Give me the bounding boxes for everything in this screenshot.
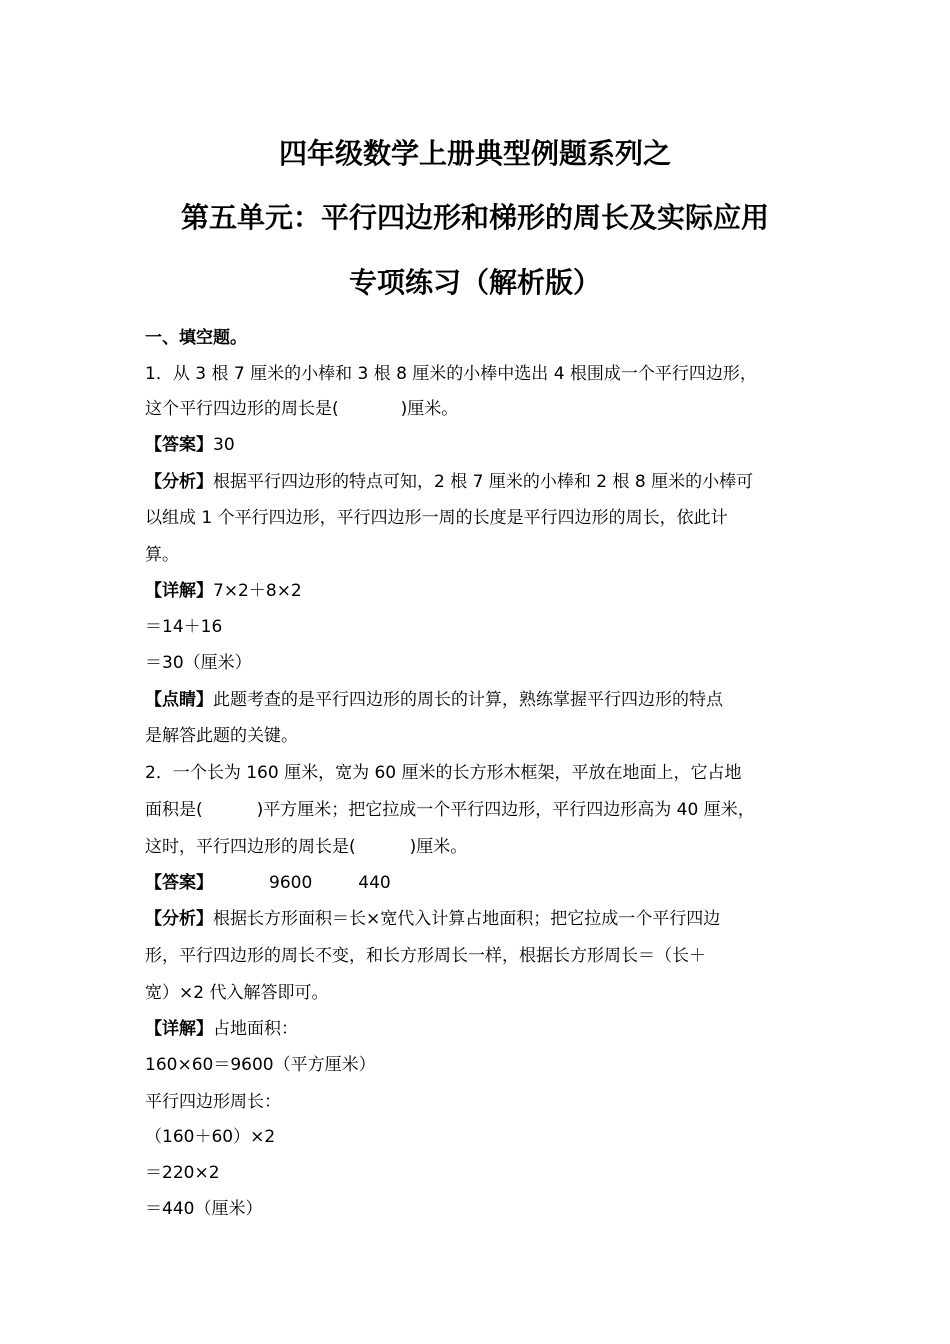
q2-analysis-text-1: 根据长方形面积＝长×宽代入计算占地面积；把它拉成一个平行四边: [213, 909, 721, 929]
comment-tag: 【点睛】: [145, 690, 213, 710]
q2-analysis-line-1: [145, 908, 825, 930]
q2-stem-text-c: 这时，平行四边形的周长是(: [145, 837, 356, 857]
q1-detail-line-3: ＝30（厘米）: [145, 653, 252, 673]
q2-stem-text-d: )厘米。: [409, 837, 468, 857]
q2-answer-a: 9600: [269, 873, 313, 893]
q2-detail-text-1: 占地面积：: [213, 1019, 298, 1039]
q2-analysis-line-3: 宽）×2 代入解答即可。: [145, 983, 329, 1003]
q1-stem-line-1: 1．从 3 根 7 厘米的小棒和 3 根 8 厘米的小棒中选出 4 根围成一个平行四边形，: [145, 364, 757, 384]
title-line-1: 四年级数学上册典型例题系列之: [278, 137, 671, 170]
q2-detail-line-4: （160＋60）×2: [145, 1127, 276, 1147]
q2-detail-line-1: [145, 1018, 825, 1040]
q2-detail-line-2: 160×60＝9600（平方厘米）: [145, 1055, 376, 1075]
q1-analysis-text-1: 根据平行四边形的特点可知，2 根 7 厘米的小棒和 2 根 8 厘米的小棒可: [213, 472, 754, 492]
q1-answer-line: [145, 434, 825, 456]
q1-comment-line-2: 是解答此题的关键。: [145, 726, 298, 746]
q1-comment-line-1: [145, 689, 825, 711]
analysis-tag: 【分析】: [145, 472, 213, 492]
q1-analysis-line-3: 算。: [145, 545, 179, 565]
q2-analysis-line-2: 形，平行四边形的周长不变，和长方形周长一样，根据长方形周长＝（长＋: [145, 946, 706, 966]
q1-answer: 30: [213, 435, 235, 455]
q1-stem-line-2: [145, 398, 825, 420]
q2-detail-line-3: 平行四边形周长：: [145, 1092, 281, 1112]
q2-stem-text-a: 面积是(: [145, 800, 203, 820]
q1-stem-text-a: 这个平行四边形的周长是(: [145, 399, 339, 419]
q1-analysis-line-2: 以组成 1 个平行四边形，平行四边形一周的长度是平行四边形的周长，依此计: [145, 508, 728, 528]
title-line-2: 第五单元：平行四边形和梯形的周长及实际应用: [180, 201, 769, 234]
analysis-tag: 【分析】: [145, 909, 213, 929]
answer-tag: 【答案】: [145, 873, 213, 893]
q1-stem-text-b: )厘米。: [400, 399, 459, 419]
q2-stem-text-b: )平方厘米；把它拉成一个平行四边形，平行四边形高为 40 厘米，: [256, 800, 755, 820]
q1-detail-line-1: [145, 580, 825, 602]
title-line-3: 专项练习（解析版）: [348, 266, 601, 299]
q1-detail-text-1: 7×2＋8×2: [213, 581, 302, 601]
q1-detail-line-2: ＝14＋16: [145, 617, 223, 637]
q1-analysis-line-1: [145, 471, 825, 493]
answer-tag: 【答案】: [145, 435, 213, 455]
q2-answer-b: 440: [358, 873, 391, 893]
q2-stem-line-1: 2．一个长为 160 厘米，宽为 60 厘米的长方形木框架，平放在地面上，它占地: [145, 763, 742, 783]
detail-tag: 【详解】: [145, 1019, 213, 1039]
detail-tag: 【详解】: [145, 581, 213, 601]
q2-stem-line-2: [145, 799, 825, 821]
section-heading: 一、填空题。: [145, 328, 247, 348]
q2-detail-line-6: ＝440（厘米）: [145, 1199, 263, 1219]
q2-detail-line-5: ＝220×2: [145, 1163, 220, 1183]
q2-stem-line-3: [145, 836, 825, 858]
q2-answer-line: [145, 872, 825, 894]
q1-comment-text-1: 此题考查的是平行四边形的周长的计算，熟练掌握平行四边形的特点: [213, 690, 723, 710]
